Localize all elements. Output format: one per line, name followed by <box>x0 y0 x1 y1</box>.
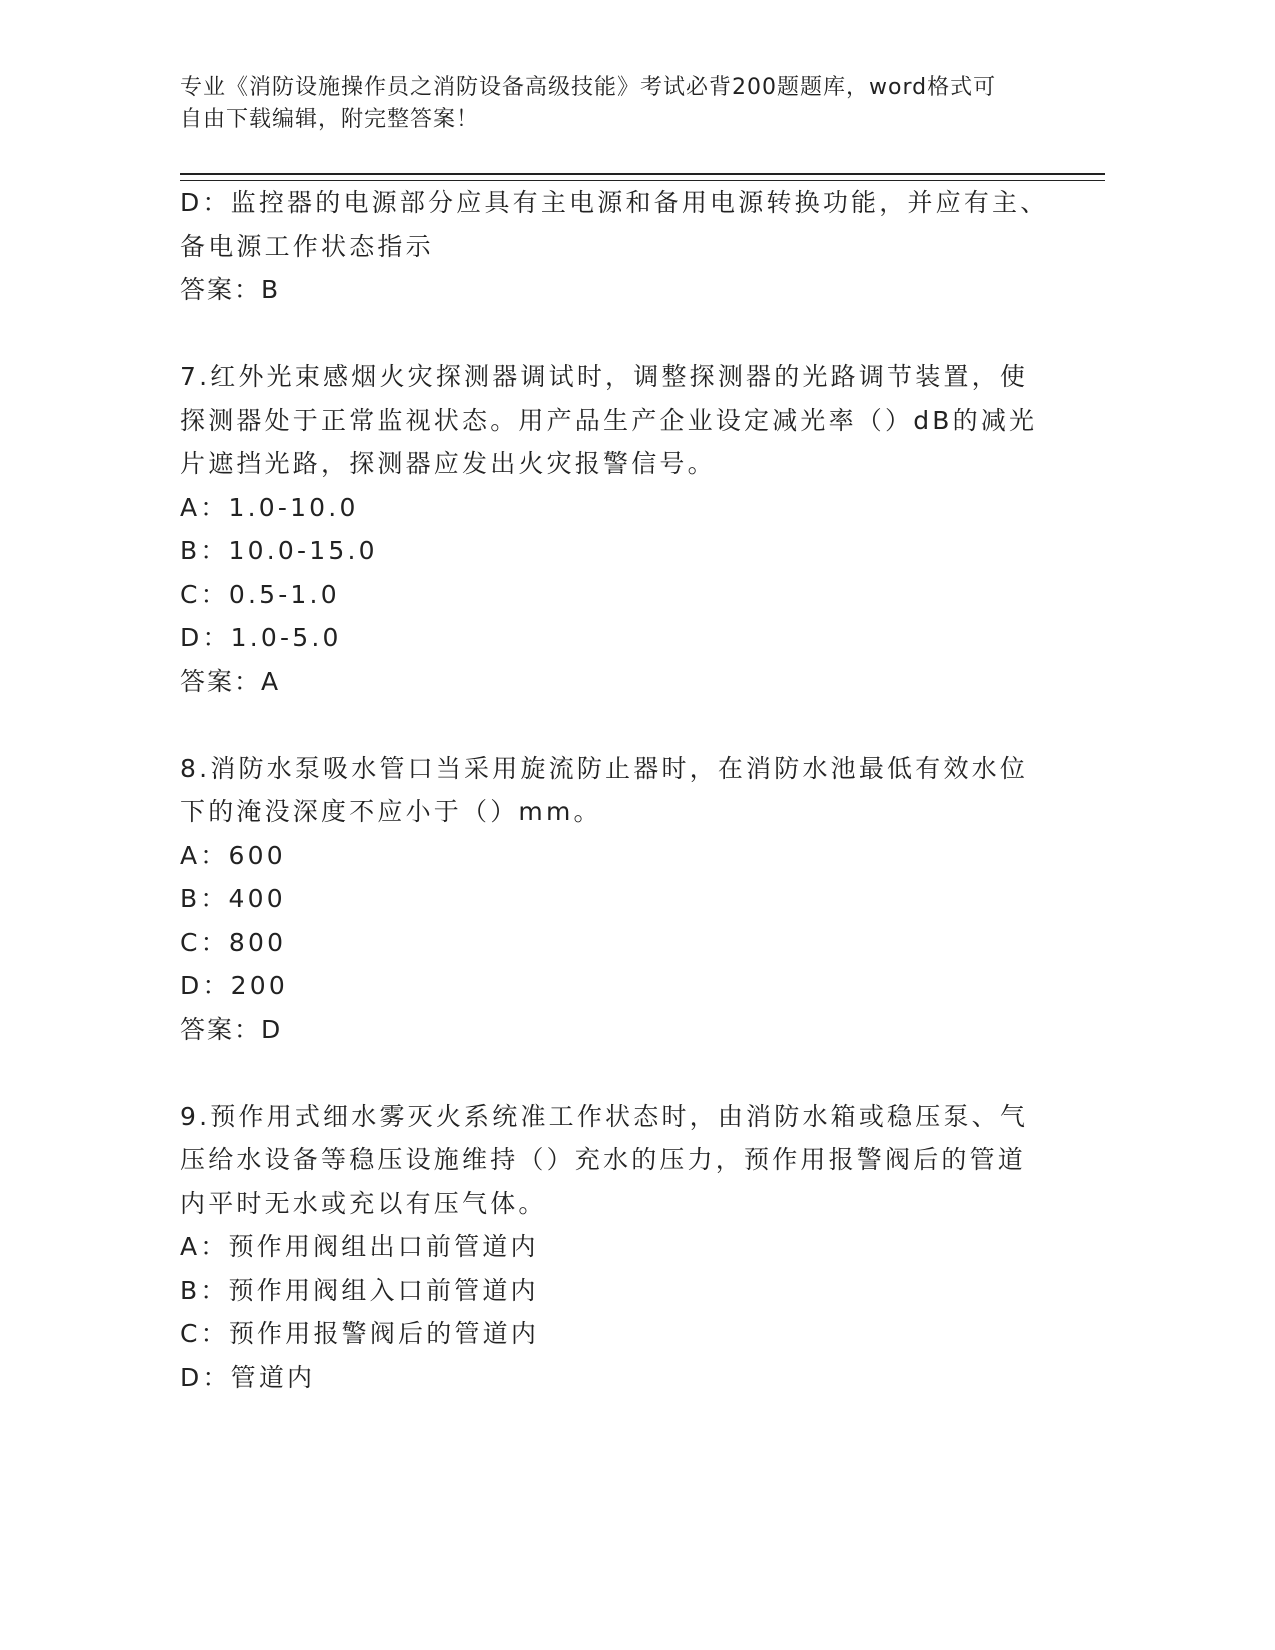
question-8 <box>180 747 1050 1052</box>
question-stem-line: 下的淹没深度不应小于（）mm。 <box>180 797 602 826</box>
spacer <box>180 1051 1050 1095</box>
option-d-text: D：监控器的电源部分应具有主电源和备用电源转换功能，并应有主、 <box>180 188 1049 217</box>
option-b: B：预作用阀组入口前管道内 <box>180 1275 539 1305</box>
question-stem-line: 8.消防水泵吸水管口当采用旋流防止器时，在消防水池最低有效水位 <box>180 753 1029 783</box>
answer-line: 答案：B <box>180 275 281 304</box>
header-rule-thick <box>180 173 1105 175</box>
option-d: D：1.0-5.0 <box>180 623 342 652</box>
question-stem-line: 7.红外光束感烟火灾探测器调试时，调整探测器的光路调节装置，使 <box>180 362 1029 391</box>
answer-line: 答案：D <box>180 1014 283 1044</box>
question-stem-line: 9.预作用式细水雾灭火系统准工作状态时，由消防水箱或稳压泵、气 <box>180 1101 1029 1131</box>
question-stem-line: 探测器处于正常监视状态。用产品生产企业设定减光率（）dB的减光 <box>180 405 1038 435</box>
question-stem-line: 压给水设备等稳压设施维持（）充水的压力，预作用报警阀后的管道 <box>180 1145 1027 1174</box>
option-d: D：200 <box>180 971 288 1000</box>
question-stem-line: 内平时无水或充以有压气体。 <box>180 1188 547 1218</box>
header-line-2: 自由下载编辑，附完整答案！ <box>180 107 480 132</box>
question-content <box>180 181 1050 1399</box>
option-c: C：800 <box>180 927 287 957</box>
document-header <box>180 72 1060 136</box>
question-stem-line: 片遮挡光路，探测器应发出火灾报警信号。 <box>180 449 716 478</box>
answer-line: 答案：A <box>180 666 281 696</box>
option-d: D：管道内 <box>180 1362 316 1392</box>
option-a: A：600 <box>180 840 286 870</box>
option-b: B：10.0-15.0 <box>180 536 378 565</box>
carryover-block <box>180 181 1050 312</box>
option-b: B：400 <box>180 884 286 913</box>
spacer <box>180 703 1050 747</box>
option-c: C：预作用报警阀后的管道内 <box>180 1319 540 1348</box>
option-d-text-cont: 备电源工作状态指示 <box>180 231 434 261</box>
spacer <box>180 312 1050 356</box>
option-a: A：预作用阀组出口前管道内 <box>180 1232 539 1261</box>
question-9 <box>180 1095 1050 1400</box>
header-line-1: 专业《消防设施操作员之消防设备高级技能》考试必背200题题库，word格式可 <box>180 75 997 100</box>
option-c: C：0.5-1.0 <box>180 579 340 609</box>
question-7 <box>180 355 1050 703</box>
option-a: A：1.0-10.0 <box>180 492 359 522</box>
